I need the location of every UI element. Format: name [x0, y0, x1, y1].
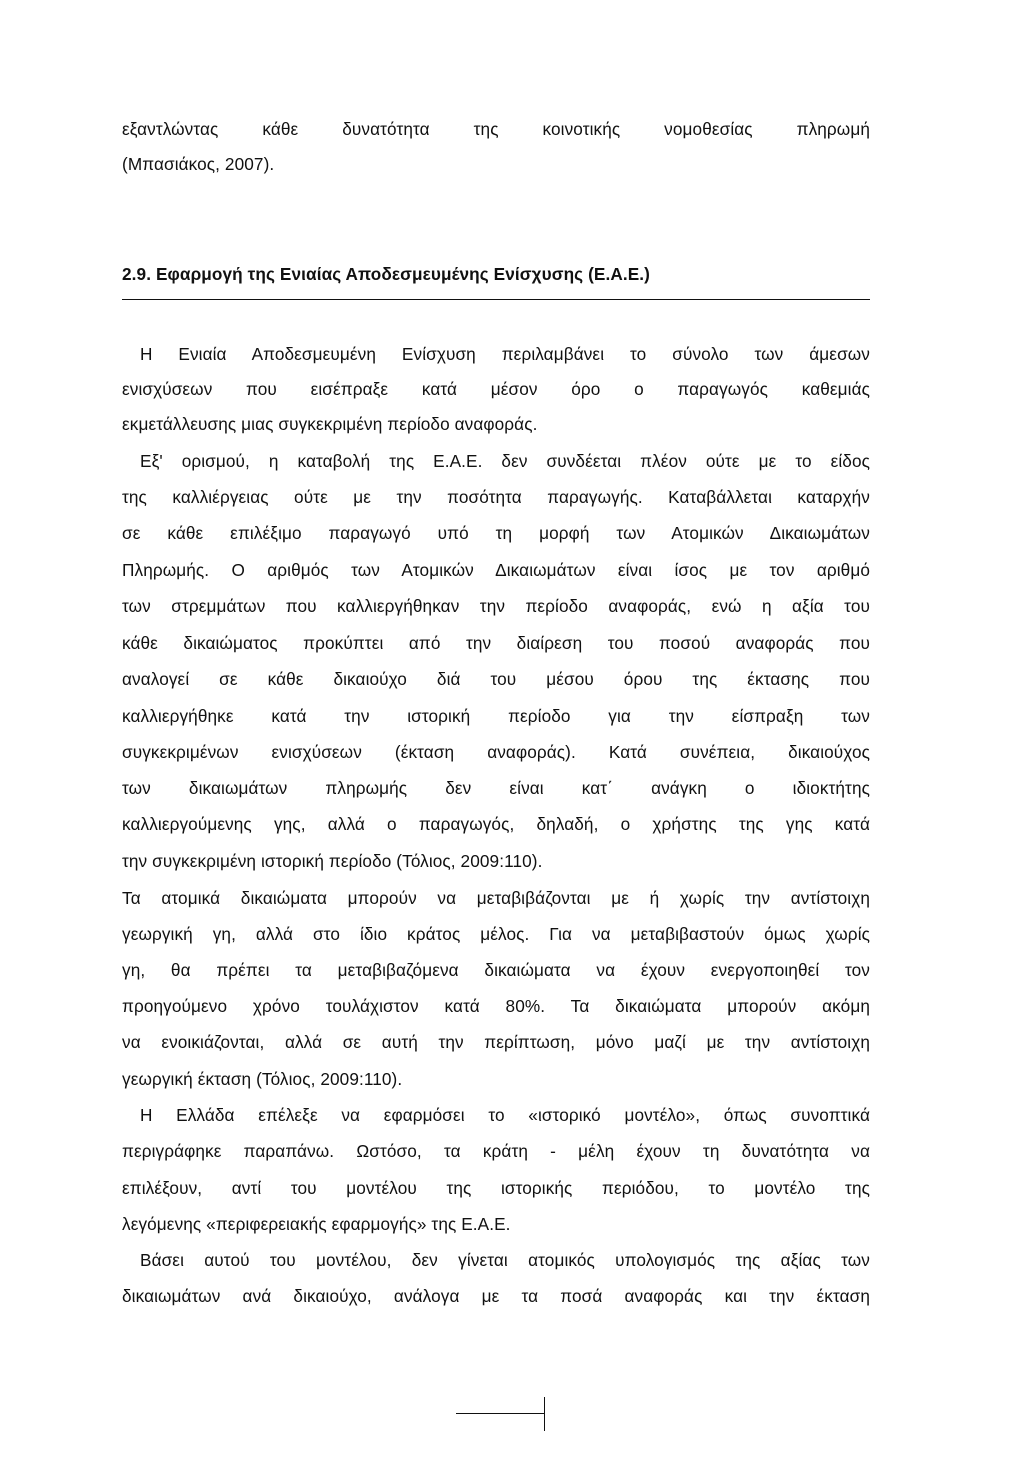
- text-line: Πληρωμής. Ο αριθμός των Ατομικών Δικαιωμάτων είναι ίσος με τον αριθμό: [122, 560, 870, 580]
- text-line: να ενοικιάζονται, αλλά σε αυτή την περίπτωση, μόνο μαζί με την αντίστοιχη: [122, 1032, 870, 1052]
- text-line: Η Ενιαία Αποδεσμευμένη Ενίσχυση περιλαμβάνει το σύνολο των άμεσων: [140, 344, 870, 364]
- section-heading: 2.9. Εφαρμογή της Ενιαίας Αποδεσμευμένης Ενίσχυσης (Ε.Α.Ε.): [122, 264, 650, 284]
- text-line: την συγκεκριμένη ιστορική περίοδο (Τόλιος, 2009:110).: [122, 851, 543, 871]
- document-page: [122, 0, 870, 1464]
- text-line: Βάσει αυτού του μοντέλου, δεν γίνεται ατομικός υπολογισμός της αξίας των: [140, 1250, 870, 1270]
- text-line: της καλλιέργειας ούτε με την ποσότητα παραγωγής. Καταβάλλεται καταρχήν: [122, 487, 870, 507]
- text-line: καλλιεργούμενης γης, αλλά ο παραγωγός, δηλαδή, ο χρήστης της γης κατά: [122, 814, 870, 834]
- footer-mark: [456, 1397, 546, 1433]
- text-line: προηγούμενο χρόνο τουλάχιστον κατά 80%. Τα δικαιώματα μπορούν ακόμη: [122, 996, 870, 1016]
- text-line: αναλογεί σε κάθε δικαιούχο διά του μέσου όρου της έκτασης που: [122, 669, 870, 689]
- text-line: σε κάθε επιλέξιμο παραγωγό υπό τη μορφή των Ατομικών Δικαιωμάτων: [122, 523, 870, 543]
- text-line: γη, θα πρέπει τα μεταβιβαζόμενα δικαιώματα να έχουν ενεργοποιηθεί τον: [122, 960, 870, 980]
- footer-bar: [544, 1397, 545, 1431]
- text-line: ενισχύσεων που εισέπραξε κατά μέσον όρο ο παραγωγός καθεμιάς: [122, 379, 870, 399]
- text-line: Τα ατομικά δικαιώματα μπορούν να μεταβιβάζονται με ή χωρίς την αντίστοιχη: [122, 888, 870, 908]
- text-line: γεωργική γη, αλλά στο ίδιο κράτος μέλος. Για να μεταβιβαστούν όμως χωρίς: [122, 924, 870, 944]
- footer-dash: [456, 1413, 544, 1414]
- text-line: γεωργική έκταση (Τόλιος, 2009:110).: [122, 1069, 403, 1089]
- text-line: συγκεκριμένων ενισχύσεων (έκταση αναφοράς). Κατά συνέπεια, δικαιούχος: [122, 742, 870, 762]
- text-line: εξαντλώντας κάθε δυνατότητα της κοινοτικής νομοθεσίας πληρωμή: [122, 119, 870, 139]
- text-line: περιγράφηκε παραπάνω. Ωστόσο, τα κράτη - μέλη έχουν τη δυνατότητα να: [122, 1141, 870, 1161]
- text-line: επιλέξουν, αντί του μοντέλου της ιστορικής περιόδου, το μοντέλο της: [122, 1178, 870, 1198]
- text-line: (Μπασιάκος, 2007).: [122, 154, 275, 174]
- text-line: Εξ' ορισμού, η καταβολή της Ε.Α.Ε. δεν συνδέεται πλέον ούτε με το είδος: [140, 451, 870, 471]
- heading-underline: [122, 299, 870, 300]
- text-line: κάθε δικαιώματος προκύπτει από την διαίρεση του ποσού αναφοράς που: [122, 633, 870, 653]
- text-line: λεγόμενης «περιφερειακής εφαρμογής» της Ε.Α.Ε.: [122, 1214, 511, 1234]
- text-line: εκμετάλλευσης μιας συγκεκριμένη περίοδο αναφοράς.: [122, 414, 538, 434]
- text-line: καλλιεργήθηκε κατά την ιστορική περίοδο για την είσπραξη των: [122, 706, 870, 726]
- text-line: Η Ελλάδα επέλεξε να εφαρμόσει το «ιστορικό μοντέλο», όπως συνοπτικά: [140, 1105, 870, 1125]
- text-line: των στρεμμάτων που καλλιεργήθηκαν την περίοδο αναφοράς, ενώ η αξία του: [122, 596, 870, 616]
- text-line: δικαιωμάτων ανά δικαιούχο, ανάλογα με τα ποσά αναφοράς και την έκταση: [122, 1286, 870, 1306]
- text-line: των δικαιωμάτων πληρωμής δεν είναι κατ΄ ανάγκη ο ιδιοκτήτης: [122, 778, 870, 798]
